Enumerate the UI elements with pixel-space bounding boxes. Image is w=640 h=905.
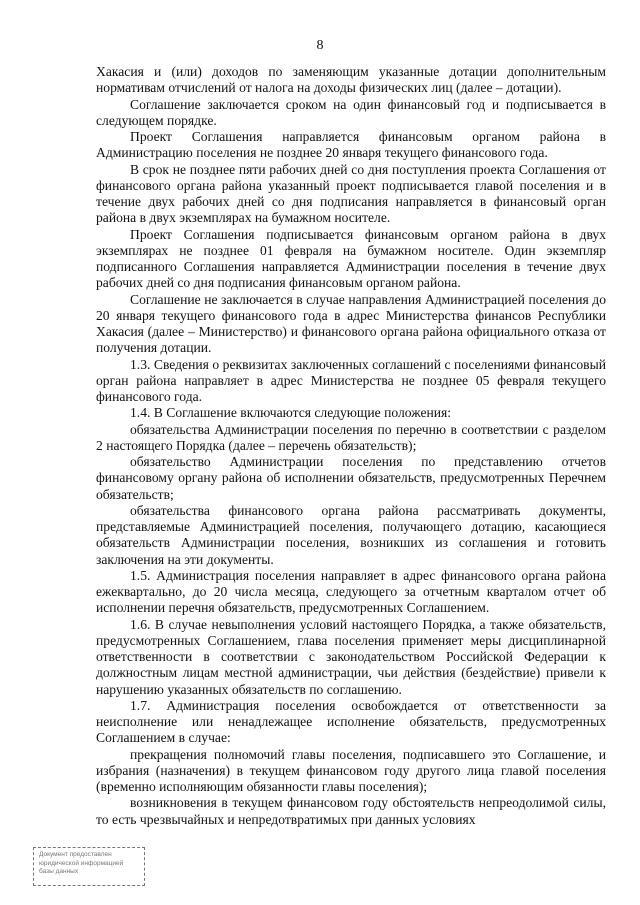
paragraph: 1.6. В случае невыполнения условий настоящего Порядка, а также обязательств, предусмотренных Соглашением, глава поселения применяет меры дисциплинарной ответственности в соответствии с законодательством Российской Федерации к должностным лицам местной администрации, чьи действия (бездействие) привели к нарушению указанных обязательств по соглашению. (96, 616, 606, 697)
paragraph: Проект Соглашения подписывается финансовым органом района в двух экземплярах не позднее 01 февраля на бумажном носителе. Один экземпляр подписанного Соглашения направляется Администрации поселения в течение двух рабочих дней со дня подписания финансовым органом района. (96, 226, 606, 291)
paragraph: Соглашение заключается сроком на один финансовый год и подписывается в следующем порядке. (96, 96, 606, 128)
paragraph: 1.7. Администрация поселения освобождается от ответственности за неисполнение или ненадлежащее исполнение обязательств, предусмотренных Соглашением в случае: (96, 697, 606, 746)
watermark-stamp (33, 847, 145, 886)
paragraph: прекращения полномочий главы поселения, подписавшего это Соглашение, и избрания (назначения) в текущем финансовом году другого лица главой поселения (временно исполняющим обязанности главы поселения); (96, 746, 606, 794)
paragraph: обязательства Администрации поселения по перечню в соответствии с разделом 2 настоящего Порядка (далее – перечень обязательств); (96, 421, 606, 453)
stamp-line: юридической информацией (39, 859, 124, 867)
paragraph: Хакасия и (или) доходов по заменяющим указанные дотации дополнительным нормативам отчислений от налога на доходы физических лиц (далее – дотации). (96, 64, 606, 96)
paragraph: 1.4. В Соглашение включаются следующие положения: (130, 405, 452, 421)
document-body (96, 64, 606, 828)
paragraph: В срок не позднее пяти рабочих дней со дня поступления проекта Соглашения от финансового органа района указанный проект подписывается главой поселения и в течение двух рабочих дней со дня подписания направляется в финансовый орган района в двух экземплярах на бумажном носителе. (96, 161, 606, 226)
paragraph: обязательства финансового органа района рассматривать документы, представляемые Администрацией поселения, получающего дотацию, касающиеся обязательств Администрации поселения, возникших из соглашения и готовить заключения на эти документы. (96, 502, 606, 567)
paragraph: Соглашение не заключается в случае направления Администрацией поселения до 20 января текущего финансового года в адрес Министерства финансов Республики Хакасия (далее – Министерство) и финансового органа района официального отказа от получения дотации. (96, 291, 606, 356)
stamp-line: Документ предоставлен (39, 851, 112, 858)
page-number: 8 (316, 38, 324, 53)
paragraph: Проект Соглашения направляется финансовым органом района в Администрацию поселения не позднее 20 января текущего финансового года. (96, 129, 606, 161)
paragraph: 1.3. Сведения о реквизитах заключенных соглашений с поселениями финансовый орган района направляет в адрес Министерства не позднее 05 февраля текущего финансового года. (96, 356, 606, 404)
paragraph: 1.5. Администрация поселения направляет в адрес финансового органа района ежеквартально, до 20 числа месяца, следующего за отчетным кварталом отчет об исполнении перечня обязательств, предусмотренных Соглашением. (96, 567, 606, 616)
paragraph: обязательство Администрации поселения по представлению отчетов финансовому органу района об исполнении обязательств, предусмотренных Перечнем обязательств; (96, 454, 606, 502)
stamp-line: базы данных (39, 868, 79, 875)
paragraph: возникновения в текущем финансовом году обстоятельств непреодолимой силы, то есть чрезвычайных и непредотвратимых при данных условиях (96, 795, 606, 827)
